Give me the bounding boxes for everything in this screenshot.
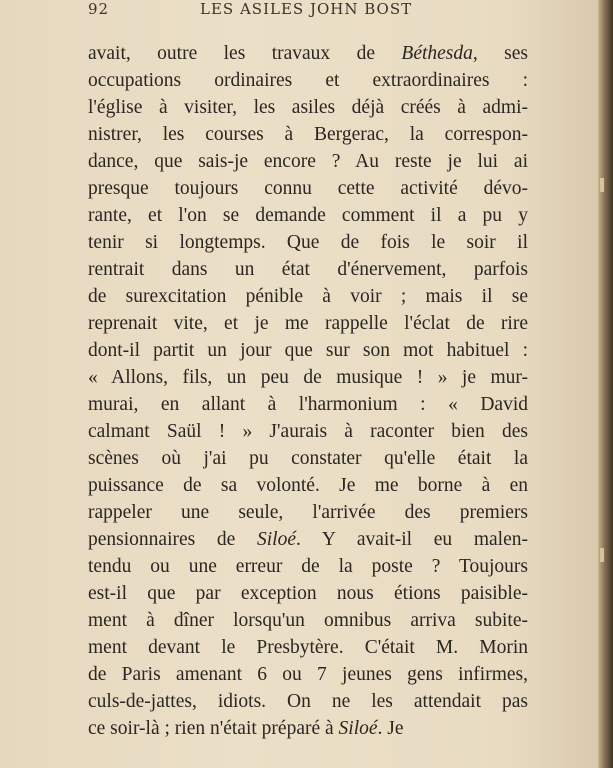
text-line: tenir si longtemps. Que de fois le soir il bbox=[88, 232, 528, 253]
running-header bbox=[88, 0, 528, 20]
edge-mark bbox=[600, 548, 604, 562]
text-line: ment devant le Presbytère. C'était M. Morin bbox=[88, 637, 528, 658]
text-line: rentrait dans un état d'énervement, parfois bbox=[88, 259, 528, 280]
text-line: dont-il partit un jour que sur son mot habituel : bbox=[88, 340, 528, 361]
book-binding-edge bbox=[598, 0, 613, 768]
text-line: reprenait vite, et je me rappelle l'éclat de rire bbox=[88, 313, 528, 334]
text-line: puissance de sa volonté. Je me borne à en bbox=[88, 475, 528, 496]
text-line: pensionnaires de Siloé. Y avait-il eu malen- bbox=[88, 529, 528, 550]
text-line: scènes où j'ai pu constater qu'elle était la bbox=[88, 448, 528, 469]
text-line: calmant Saül ! » J'aurais à raconter bien des bbox=[88, 421, 528, 442]
text-line: rappeler une seule, l'arrivée des premiers bbox=[88, 502, 528, 523]
text-line: dance, que sais-je encore ? Au reste je lui ai bbox=[88, 151, 528, 172]
edge-mark bbox=[600, 178, 604, 192]
text-line: de Paris amenant 6 ou 7 jeunes gens infirmes, bbox=[88, 664, 528, 685]
running-title: LES ASILES JOHN BOST bbox=[200, 0, 413, 18]
text-line: presque toujours connu cette activité dévo- bbox=[88, 178, 528, 199]
text-line: culs-de-jattes, idiots. On ne les attendait pas bbox=[88, 691, 528, 712]
text-line: tendu ou une erreur de la poste ? Toujours bbox=[88, 556, 528, 577]
body-text bbox=[88, 40, 528, 742]
text-line: de surexcitation pénible à voir ; mais il se bbox=[88, 286, 528, 307]
page-number: 92 bbox=[88, 0, 110, 18]
text-line: nistrer, les courses à Bergerac, la correspon- bbox=[88, 124, 528, 145]
text-line: avait, outre les travaux de Béthesda, ses bbox=[88, 43, 529, 64]
text-line: l'église à visiter, les asiles déjà créés à admi- bbox=[88, 97, 528, 118]
text-line: ment à dîner lorsqu'un omnibus arriva subite- bbox=[88, 610, 528, 631]
text-line: murai, en allant à l'harmonium : « David bbox=[88, 394, 528, 415]
text-line: « Allons, fils, un peu de musique ! » je mur- bbox=[88, 367, 528, 388]
text-line: occupations ordinaires et extraordinaires : bbox=[88, 70, 528, 91]
text-line: rante, et l'on se demande comment il a pu y bbox=[88, 205, 528, 226]
text-line: ce soir-là ; rien n'était préparé à Siloé. Je bbox=[88, 718, 404, 739]
text-line: est-il que par exception nous étions paisible- bbox=[88, 583, 528, 604]
